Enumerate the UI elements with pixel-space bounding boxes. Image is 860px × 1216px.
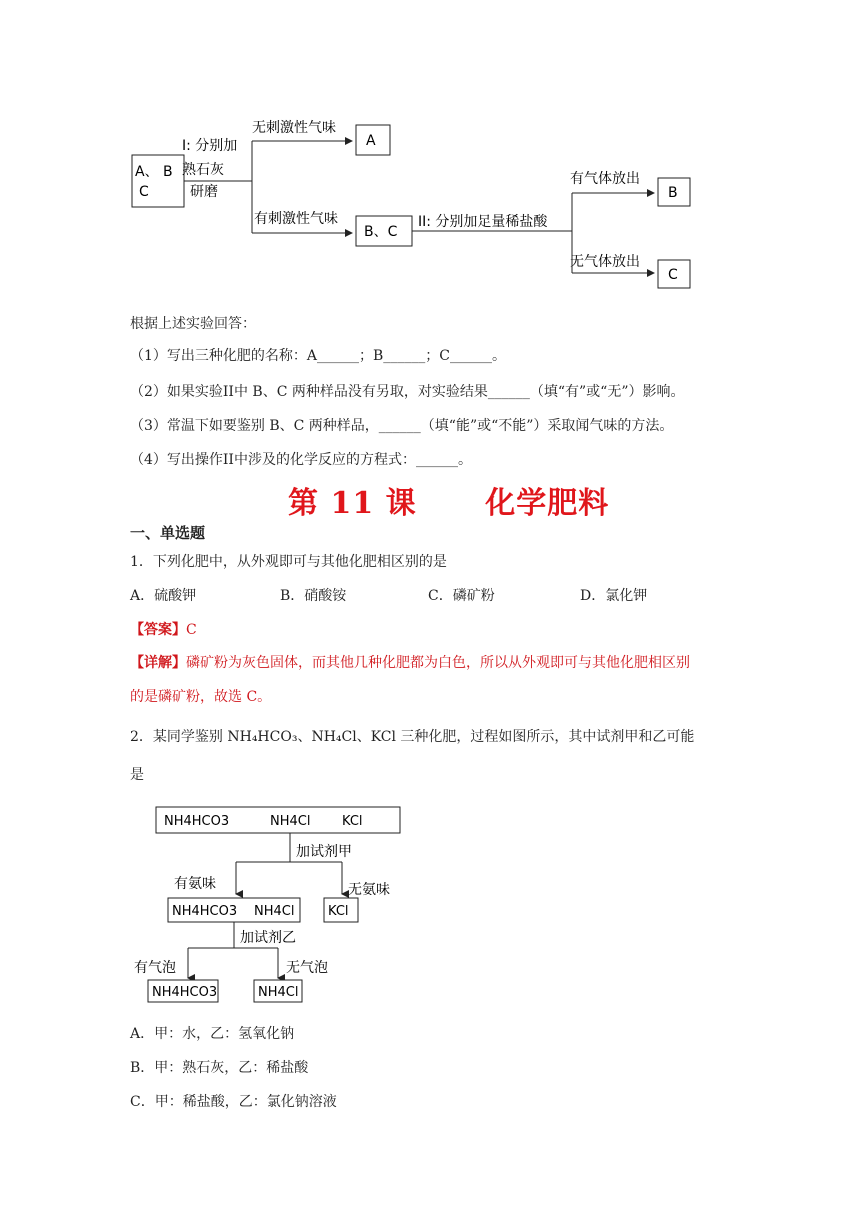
answer-value: C: [186, 622, 197, 638]
top-item-2: NH4Cl: [270, 814, 311, 829]
q1-answer: [130, 620, 197, 640]
q1-option-c: C．磷矿粉: [428, 588, 495, 604]
lesson-title: 第 11 课 化学肥料: [288, 486, 610, 521]
top-item-3: KCl: [342, 814, 363, 829]
box-c-label: C: [668, 267, 678, 283]
branch-no-gas: 无气体放出: [570, 254, 640, 270]
mid-item-2: NH4Cl: [254, 904, 295, 919]
branch-smell: 有刺激性气味: [254, 211, 338, 227]
question-4-equation: （4）写出操作II中涉及的化学反应的方程式：______。: [130, 452, 472, 468]
top-item-1: NH4HCO3: [164, 814, 230, 829]
detail-tag: 【详解】: [130, 655, 186, 671]
no-ammonia-label: 无氨味: [348, 882, 390, 898]
step1-label-3: 研磨: [190, 184, 218, 200]
question-3-smell: （3）常温下如要鉴别 B、C 两种样品，______（填“能”或“不能”）采取闻气味的方法。: [130, 418, 674, 434]
reagent-1-label: 加试剂甲: [296, 844, 352, 860]
step1-label-1: I: 分别加: [182, 138, 238, 154]
questions-intro: 根据上述实验回答：: [130, 316, 256, 332]
branch-no-smell: 无刺激性气味: [252, 120, 336, 136]
q1-option-b: B．硝酸铵: [280, 588, 347, 604]
box-a-label: A: [366, 133, 376, 149]
box-b-label: B: [668, 185, 678, 201]
bottom-left-label: NH4HCO3: [152, 985, 218, 1000]
q1-option-a: A．硫酸钾: [130, 588, 197, 604]
q1-option-d: D．氯化钾: [580, 588, 648, 604]
q2-stem-line1: 2．某同学鉴别 NH₄HCO₃、NH₄Cl、KCl 三种化肥，过程如图所示，其中试剂甲和乙可能: [130, 729, 695, 745]
reagent-2-label: 加试剂乙: [240, 930, 296, 946]
mid-item-1: NH4HCO3: [172, 904, 238, 919]
no-bubble-label: 无气泡: [286, 960, 328, 976]
bottom-right-label: NH4Cl: [258, 985, 299, 1000]
has-ammonia-label: 有氨味: [174, 876, 216, 892]
box-bc-label: B、C: [364, 224, 398, 240]
flowchart-fertilizer-identification: [120, 108, 720, 298]
q2-option-a: A．甲：水，乙：氢氧化钠: [130, 1026, 295, 1042]
flowchart-ammonium-salts: [128, 802, 428, 1006]
branch-gas: 有气体放出: [570, 171, 640, 187]
q1-detail-cont: 的是磷矿粉，故选 C。: [130, 689, 272, 705]
kcl-label: KCl: [328, 904, 349, 919]
step2-label: II: 分别加足量稀盐酸: [418, 214, 548, 230]
detail-text-1: 磷矿粉为灰色固体，而其他几种化肥都为白色，所以从外观即可与其他化肥相区别: [186, 655, 690, 671]
start-box-line1: A、 B: [135, 164, 173, 180]
answer-tag: 【答案】: [130, 622, 186, 638]
question-1-names: （1）写出三种化肥的名称：A______；B______；C______。: [130, 348, 507, 364]
q2-stem-line2: 是: [130, 767, 144, 783]
start-box-line2: C: [139, 184, 149, 200]
step1-label-2: 熟石灰: [182, 162, 224, 178]
section-title: 一、单选题: [130, 524, 206, 542]
question-2-effect: （2）如果实验II中 B、C 两种样品没有另取，对实验结果______（填“有”或“无”）影响。: [130, 384, 685, 400]
has-bubble-label: 有气泡: [134, 960, 176, 976]
q1-detail: [130, 653, 690, 673]
q2-option-b: B．甲：熟石灰，乙：稀盐酸: [130, 1060, 309, 1076]
q2-option-c: C．甲：稀盐酸，乙：氯化钠溶液: [130, 1094, 337, 1110]
q1-stem: 1．下列化肥中，从外观即可与其他化肥相区别的是: [130, 554, 447, 570]
